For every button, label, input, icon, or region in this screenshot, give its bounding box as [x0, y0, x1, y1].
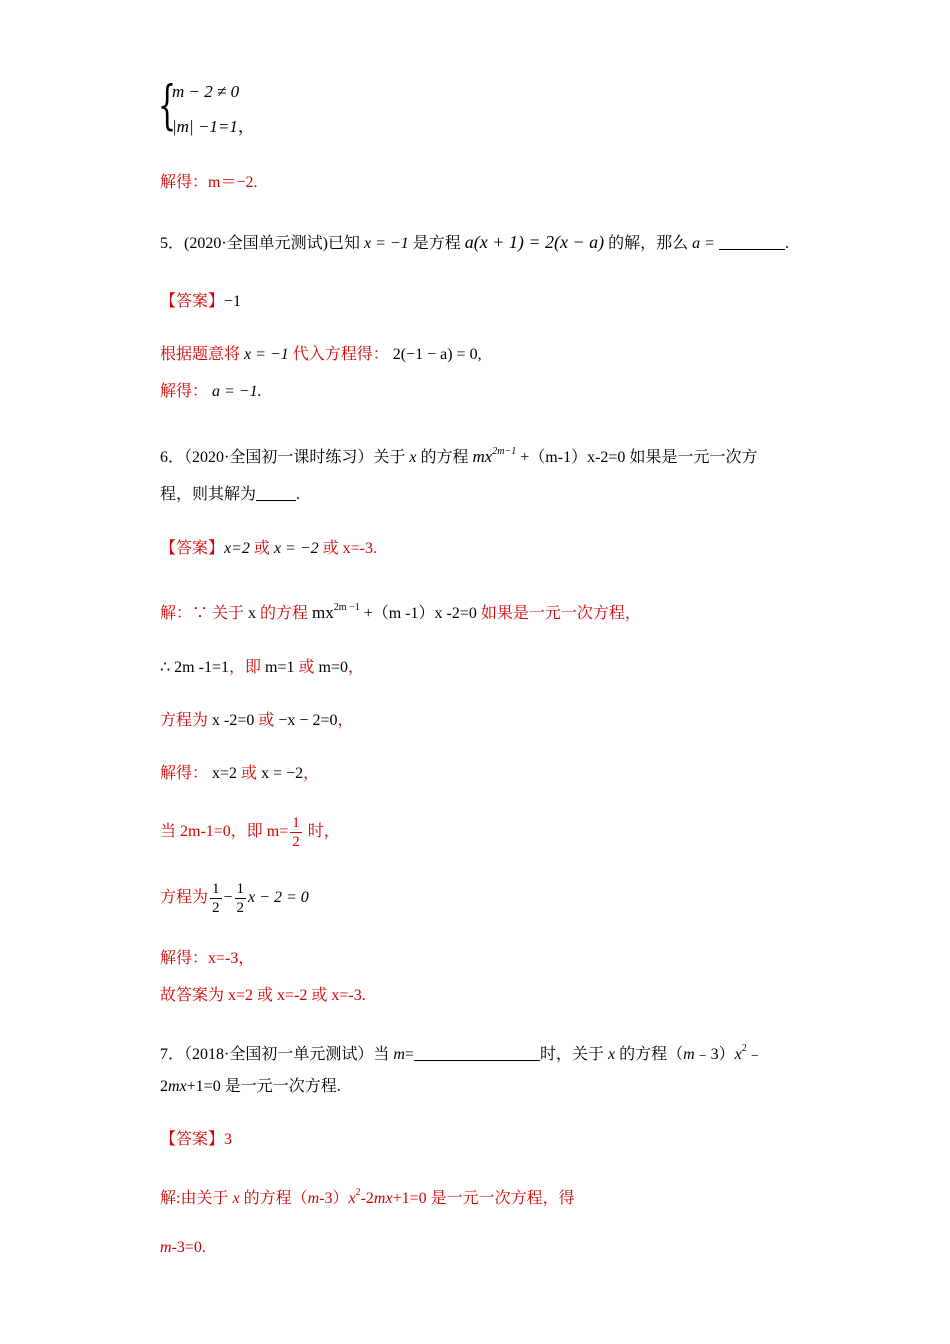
q7-answer: [160, 1129, 232, 1151]
q6-s3-b: −x − 2=0: [278, 712, 338, 729]
q6-s6-pre: 方程为: [160, 889, 209, 906]
q6-s2-mid: ，即: [228, 659, 261, 676]
q7-eq: =: [404, 1046, 414, 1063]
q6-pre: 6．（2020·全国初一课时练习）关于: [160, 449, 406, 466]
q7-answer-value: 3: [224, 1131, 233, 1148]
q7-s1-m: m: [307, 1190, 320, 1207]
q6-solution-5: [160, 812, 340, 852]
q6-s5-pre: 当 2m-1=0，即 m=: [160, 823, 289, 840]
q7-answer-blank: [414, 1060, 540, 1061]
q6-answer-blank: [256, 500, 296, 501]
q7-line2-b: +1=0 是一元一次方程.: [186, 1078, 341, 1095]
system-row-2: [172, 112, 255, 137]
q6-s1-mid: 的方程: [260, 605, 309, 622]
fraction-numerator: 1: [236, 880, 245, 897]
q6-solution-4: [160, 763, 319, 785]
q6-question-line1: [160, 441, 757, 469]
q6-s2-end: ，: [347, 659, 364, 676]
q7-x2: x: [734, 1046, 742, 1063]
q7-post2: 的方程（: [619, 1046, 684, 1063]
q5-answer: [160, 291, 241, 313]
fraction-numerator: 1: [292, 814, 300, 831]
q7-m: m: [393, 1046, 405, 1063]
q7-s1-x: x: [232, 1190, 240, 1207]
q6-solution-2: [160, 657, 364, 679]
q6-answer-c: x=-3.: [342, 540, 378, 557]
q5-sol1-pre: 根据题意将: [160, 346, 241, 363]
q6-s3-or: 或: [258, 712, 275, 729]
q7-line2-a: 2: [160, 1078, 168, 1095]
q7-solution-1: [160, 1182, 575, 1210]
q6-s1-post: 如果是一元一次方程，: [480, 605, 641, 622]
q5-sol1-eq: 2(−1 − a) = 0,: [392, 346, 482, 363]
q5-x-eq: x = −1: [364, 235, 409, 252]
q6-answer-a: x=2: [224, 540, 250, 557]
q5-end: .: [784, 235, 789, 252]
q5-sol2-eq: a = −1.: [212, 383, 262, 400]
fraction-numerator: 1: [212, 880, 220, 897]
q5-question: [160, 231, 789, 255]
q6-mid: 的方程: [420, 449, 469, 466]
q6-solution-8: 故答案为 x=2 或 x=-2 或 x=-3.: [160, 987, 366, 1004]
q5-equation: a(x + 1) = 2(x − a): [464, 232, 605, 252]
q7-dash: ﹣: [746, 1046, 763, 1063]
left-brace: {: [158, 76, 177, 136]
q5-solution-1: [160, 344, 482, 366]
answer-label: 【答案】: [160, 540, 225, 557]
q7-s1-rest2: +1=0 是一元一次方程，得: [392, 1190, 575, 1207]
q6-exponent: 2m−1: [492, 446, 517, 457]
q6-s3-end: ，: [337, 712, 354, 729]
q6-s4-end: ，: [303, 765, 320, 782]
fraction-half: [290, 814, 302, 851]
q7-s1-mid: 的方程（: [243, 1190, 308, 1207]
q7-question-line2: [160, 1076, 341, 1098]
system-row-2-text: |m| −1=1: [172, 117, 238, 136]
q6-s4-b: x = −2: [261, 765, 304, 782]
q7-solution-2: [160, 1237, 206, 1259]
q6-post: 如果是一元一次方: [629, 449, 758, 466]
q5-pre: 5．(2020·全国单元测试)已知: [160, 235, 360, 252]
fraction-denominator: 2: [292, 833, 300, 850]
q7-s1-mx: mx: [373, 1190, 393, 1207]
q6-line2: 程，则其解为: [160, 486, 257, 503]
q7-post3: ﹣3）: [694, 1046, 735, 1063]
fraction-2: [235, 880, 247, 917]
q6-x: x: [409, 449, 417, 466]
q7-m2: m: [683, 1046, 695, 1063]
q6-s4-or: 或: [241, 765, 258, 782]
q7-line2-mx: mx: [168, 1078, 187, 1095]
q6-answer-b: x = −2: [273, 540, 319, 557]
q5-post: 的解，那么: [608, 235, 689, 252]
answer-label: 【答案】: [160, 1131, 225, 1148]
solution-top: 解得：m＝−2.: [160, 174, 258, 191]
q7-s1-sup: 2: [355, 1187, 361, 1198]
q6-s2-pre: ∴ 2m -1=1: [160, 659, 229, 676]
q7-x: x: [607, 1046, 616, 1063]
q5-sol1-mid: 代入方程得：: [292, 346, 389, 363]
q6-solution-6: [160, 878, 309, 918]
q6-rest: +（m-1）x-2=0: [520, 449, 626, 466]
q6-s6-post: x − 2 = 0: [248, 889, 309, 906]
q5-solution-2: [160, 381, 262, 403]
q6-s1-rest: +（m -1）x -2=0: [363, 605, 477, 622]
q6-s2-or: 或: [298, 659, 315, 676]
fraction-denominator: 2: [236, 899, 245, 916]
q5-text: 是方程: [412, 235, 461, 252]
q6-s3-pre: 方程为: [160, 712, 209, 729]
q6-solution-3: [160, 710, 353, 732]
fraction-1: [210, 880, 222, 917]
q7-s1-rest: -2: [360, 1190, 374, 1207]
q5-sol2-pre: 解得：: [160, 383, 209, 400]
q6-s4-pre: 解得：: [160, 765, 209, 782]
q7-pre: 7．（2018·全国初一单元测试）当: [160, 1046, 390, 1063]
q7-post1: 时，关于: [539, 1046, 604, 1063]
fraction-denominator: 2: [212, 899, 220, 916]
q5-var: a =: [692, 235, 715, 252]
q6-s3-a: x -2=0: [212, 712, 255, 729]
q6-s4-a: x=2: [212, 765, 238, 782]
system-tail: ，: [237, 117, 255, 136]
answer-label: 【答案】: [160, 293, 225, 310]
minus-sign: −: [223, 889, 233, 906]
q7-s2-rest: -3=0.: [171, 1239, 206, 1256]
q6-line2-end: .: [296, 486, 301, 503]
system-row-1: m − 2 ≠ 0: [172, 82, 240, 101]
q6-s1-mx: mx: [312, 603, 334, 622]
q6-s1-pre: 解：∵: [160, 605, 209, 622]
q6-mx: mx: [472, 447, 493, 466]
q7-sup: 2: [741, 1043, 747, 1054]
q7-s1-pre: 解:由关于: [160, 1190, 229, 1207]
q6-s2-a: m=1: [265, 659, 295, 676]
q6-solution-7: 解得：x=-3，: [160, 950, 255, 967]
q6-solution-1: [160, 597, 641, 625]
q6-question-line2: [160, 484, 300, 506]
q5-answer-value: −1: [224, 293, 242, 310]
q7-s1-x2: x: [348, 1190, 356, 1207]
q6-answer-or2: 或: [322, 540, 339, 557]
q7-s1-m-rest: -3）: [319, 1190, 349, 1207]
q6-s2-b: m=0: [318, 659, 348, 676]
q6-answer: [160, 538, 377, 560]
q6-s1-exponent: 2m −1: [333, 602, 360, 613]
q5-answer-blank: [719, 249, 785, 250]
q6-answer-or1: 或: [253, 540, 270, 557]
q7-question-line1: [160, 1038, 763, 1066]
q6-s1-about: 关于: [212, 605, 245, 622]
q6-s1-x: x: [248, 605, 257, 622]
q6-s5-post: 时，: [307, 823, 340, 840]
q5-sol1-x: x = −1: [244, 346, 289, 363]
q7-s2-m: m: [160, 1239, 172, 1256]
